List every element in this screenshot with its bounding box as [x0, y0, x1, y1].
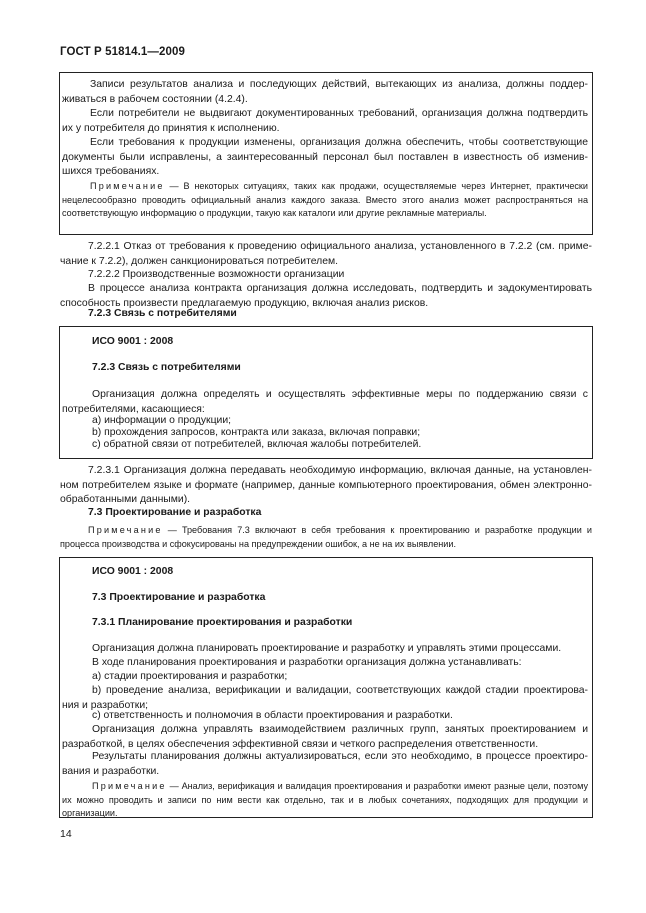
box2-item-c: c) обратной связи от потребителей, включая жалобы потребителей. — [92, 439, 422, 450]
box2-intro: Организация должна определять и осуществлять эффективные меры по поддержанию связи с потребителями, касающиеся: — [62, 389, 588, 415]
contract-review-paragraph: В процессе анализа контракта организация должна исследовать, подтвердить и задокументировать способность произвести предлагаемую продукцию, включая анализ рисков. — [60, 283, 592, 309]
box2-item-b: b) прохождения запросов, контракта или заказа, включая поправки; — [92, 427, 421, 438]
clause-7-2-3-1: 7.2.3.1 Организация должна передавать необходимую информацию, включая данные, на установлен-ном потребителем языке и формате (например, данные компьютерного проектирования, обмен электронно-обработанными данными). — [60, 465, 592, 506]
box3-p2: В ходе планирования проектирования и разработки организация должна устанавливать: — [92, 657, 522, 668]
page-number: 14 — [60, 828, 72, 840]
top-box-p3: Если требования к продукции изменены, организация должна обеспечить, чтобы соответствующие документы были исправлены, а заинтересованный персонал был поставлен в известность об изменив-шихся требованиях. — [62, 137, 588, 178]
note-label: Примечание — [88, 525, 163, 535]
clause-7-2-2-2: 7.2.2.2 Производственные возможности организации — [88, 269, 345, 280]
note-7-3: Примечание — Требования 7.3 включают в себя требования к проектированию и разработке продукции и процесса производства и сфокусированы на предупреждении ошибок, а не на их выявлении. — [60, 525, 592, 549]
box2-item-a: a) информации о продукции; — [92, 415, 232, 426]
box3-item-c: c) ответственность и полномочия в области проектирования и разработки. — [92, 710, 453, 721]
box-title-7-2-3: 7.2.3 Связь с потребителями — [92, 362, 241, 373]
box3-item-a: a) стадии проектирования и разработки; — [92, 671, 288, 682]
top-box-p1: Записи результатов анализа и последующих действий, вытекающих из анализа, должны поддер-живаться в рабочем состоянии (4.2.4). — [62, 79, 588, 105]
heading-7-3: 7.3 Проектирование и разработка — [88, 507, 262, 518]
box3-item-b: b) проведение анализа, верификации и валидации, соответствующих каждой стадии проектирова-ния и разработки; — [62, 685, 588, 711]
iso-label: ИСО 9001 : 2008 — [92, 336, 174, 347]
box-title-7-3: 7.3 Проектирование и разработка — [92, 592, 266, 603]
top-box-p2: Если потребители не выдвигают документированных требований, организация должна подтвердить их у потребителя до принятия к исполнению. — [62, 108, 588, 134]
heading-7-2-3: 7.2.3 Связь с потребителями — [88, 308, 237, 319]
clause-7-2-2-1: 7.2.2.1 Отказ от требования к проведению официального анализа, установленного в 7.2.2 (см. приме-чание к 7.2.2), должен санкционироваться потребителем. — [60, 241, 592, 267]
iso-label: ИСО 9001 : 2008 — [92, 566, 174, 577]
box-title-7-3-1: 7.3.1 Планирование проектирования и разработки — [92, 617, 353, 628]
box3-p4: Результаты планирования должны актуализироваться, если это необходимо, в процессе проектиро-вания и разработки. — [62, 751, 588, 777]
note-label: Примечание — [92, 781, 167, 791]
box3-p3: Организация должна управлять взаимодействием различных групп, занятых проектированием и разработкой, в целях обеспечения эффективной связи и четкого распределения ответственности. — [62, 724, 588, 750]
box3-p1: Организация должна планировать проектирование и разработку и управлять этими процессами. — [92, 643, 562, 654]
note-label: Примечание — [90, 181, 165, 191]
document-header: ГОСТ Р 51814.1—2009 — [60, 46, 185, 58]
top-box-note: Примечание — В некоторых ситуациях, таких как продажи, осуществляемые через Интернет, практически нецелесообразно проводить официальный анализ каждого заказа. Вместо этого анализ может распространяться на соответствующую информацию о продукции, такую как каталоги или другие рекламные материалы. — [62, 181, 588, 219]
box3-note: Примечание — Анализ, верификация и валидация проектирования и разработки имеют разные цели, поэтому их можно проводить и записи по ним вести как отдельно, так и в любых сочетаниях, подходящих для продукции и организации. — [62, 781, 588, 819]
